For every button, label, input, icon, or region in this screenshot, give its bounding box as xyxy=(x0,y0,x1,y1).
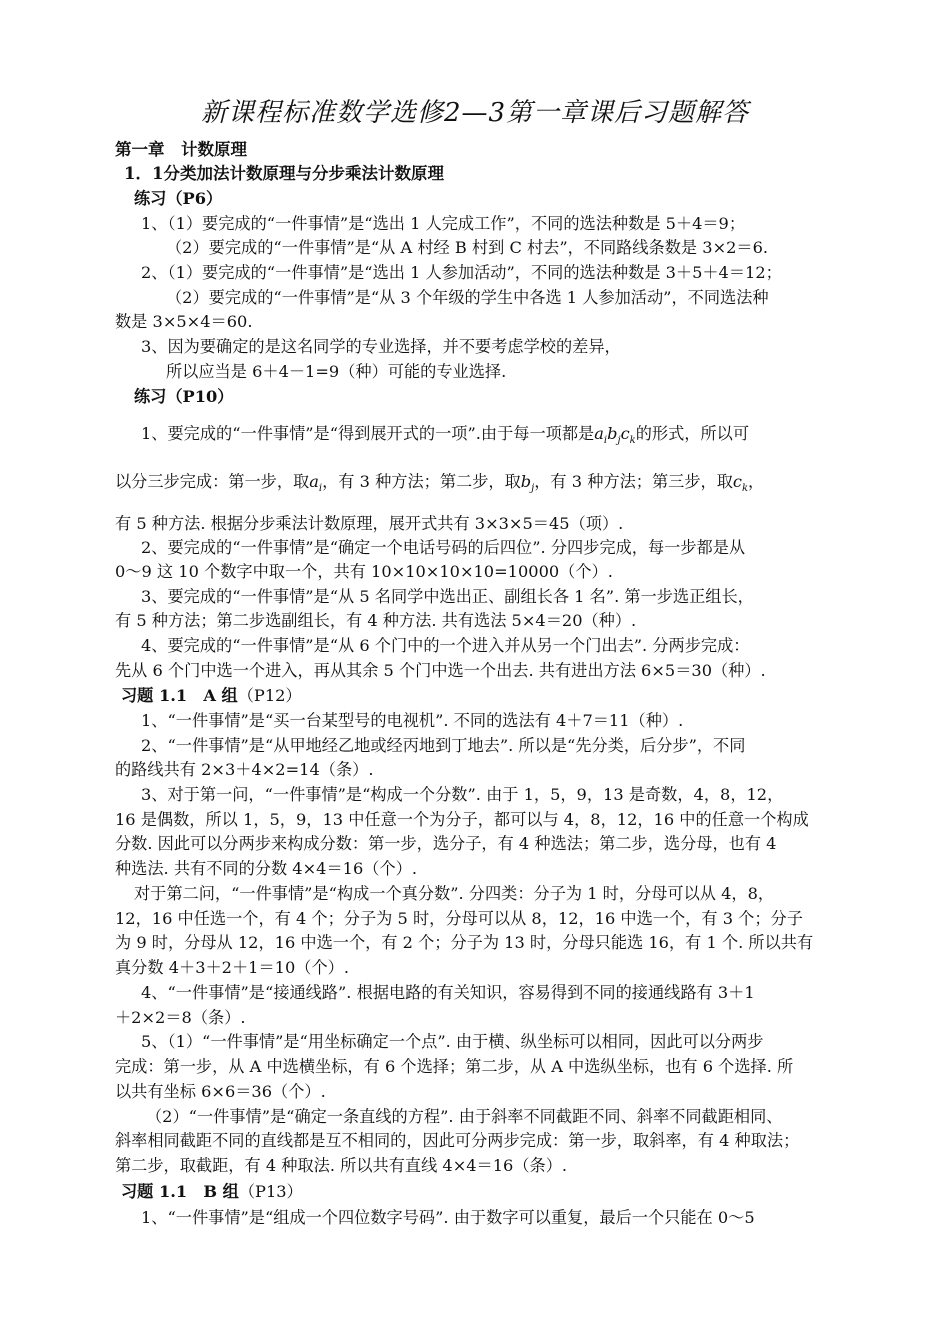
exercise-header-p6: 练习（P6） xyxy=(134,189,223,208)
document-title: 新课程标准数学选修2—3第一章课后习题解答 xyxy=(200,98,750,128)
hwa-line-4: 3、对于第一问，“一件事情”是“构成一个分数”. 由于 1，5，9，13 是奇数，4，8，12， xyxy=(141,785,784,804)
hwa-line-10: 为 9 时，分母从 12，16 中选一个，有 2 个；分子为 13 时，分母只能选 16，有 1 个. 所以共有 xyxy=(115,933,814,952)
hwa-line-13: ＋2×2＝8（条）. xyxy=(115,1008,246,1027)
ex2-line-5: 0～9 这 10 个数字中取一个，共有 10×10×10×10=10000（个）. xyxy=(115,562,613,581)
ex2-line-6: 3、要完成的“一件事情”是“从 5 名同学中选出正、副组长各 1 名”. 第一步选正组长， xyxy=(141,587,754,606)
ex2-line-1 xyxy=(141,423,749,448)
exercise-header-p10: 练习（P10） xyxy=(134,387,234,406)
term-b-j: $b_j$ xyxy=(520,472,535,494)
hwb-line-1: 1、“一件事情”是“组成一个四位数字号码”. 由于数字可以重复，最后一个只能在 0～5 xyxy=(141,1208,755,1227)
hwa-line-2: 2、“一件事情”是“从甲地经乙地或经丙地到丁地去”. 所以是“先分类，后分步”，不同 xyxy=(141,736,746,755)
ex1-line-3: 2、（1）要完成的“一件事情”是“选出 1 人参加活动”，不同的选法种数是 3＋5＋4＝12； xyxy=(141,263,782,282)
hwa-line-8: 对于第二问，“一件事情”是“构成一个真分数”. 分四类：分子为 1 时，分母可以从 4，8， xyxy=(134,884,775,903)
hwa-line-15: 完成：第一步，从 A 中选横坐标，有 6 个选择；第二步，从 A 中选纵坐标，也有 6 个选择. 所 xyxy=(115,1057,794,1076)
ex1-line-6: 3、因为要确定的是这名同学的专业选择，并不要考虑学校的差异， xyxy=(141,337,621,356)
ex2-line-3: 有 5 种方法. 根据分步乘法计数原理，展开式共有 3×3×5＝45（项）. xyxy=(115,514,624,533)
ex1-line-5: 数是 3×5×4＝60. xyxy=(115,312,253,331)
hwa-line-5: 16 是偶数，所以 1，5，9，13 中任意一个为分子，都可以与 4，8，12，16 中的任意一个构成 xyxy=(115,810,809,829)
ex2-line-2: 以分三步完成：第一步，取$a_i$，有 3 种方法；第二步，取$b_j$，有 3 种方法；第三步，取$c_k$， xyxy=(115,472,765,494)
homework-b-header: 习题 1.1 B 组（P13） xyxy=(121,1182,303,1201)
ex1-line-1: 1、（1）要完成的“一件事情”是“选出 1 人完成工作”，不同的选法种数是 5＋4＝9； xyxy=(141,214,746,233)
ex1-line-7: 所以应当是 6＋4－1=9（种）可能的专业选择. xyxy=(166,362,507,381)
hwa-line-9: 12，16 中任选一个，有 4 个；分子为 5 时，分母可以从 8，12，16 中选一个，有 3 个；分子 xyxy=(115,909,803,928)
hwa-line-7: 种选法. 共有不同的分数 4×4＝16（个）. xyxy=(115,859,417,878)
section-heading: 1．1分类加法计数原理与分步乘法计数原理 xyxy=(124,164,444,183)
ex1-line-2: （2）要完成的“一件事情”是“从 A 村经 B 村到 C 村去”，不同路线条数是 3×2＝6. xyxy=(166,238,769,257)
ex2-line-1-text-a: 1、要完成的“一件事情”是“得到展开式的一项”.由于每一项都是 xyxy=(141,424,595,443)
hwa-line-12: 4、“一件事情”是“接通线路”. 根据电路的有关知识，容易得到不同的接通线路有 3＋1 xyxy=(141,983,755,1002)
homework-a-header: 习题 1.1 A 组（P12） xyxy=(121,686,302,705)
ex2-line-1-text-b: 的形式，所以可 xyxy=(635,424,750,443)
hwa-line-3: 的路线共有 2×3＋4×2=14（条）. xyxy=(115,760,374,779)
term-a-i: $a_i$ xyxy=(309,472,323,494)
ex2-line-8: 4、要完成的“一件事情”是“从 6 个门中的一个进入并从另一个门出去”. 分两步完成： xyxy=(141,636,750,655)
hwa-line-1: 1、“一件事情”是“买一台某型号的电视机”. 不同的选法有 4＋7＝11（种）. xyxy=(141,711,684,730)
term-c-k: $c_k$ xyxy=(732,472,749,494)
hwa-line-18: 斜率相同截距不同的直线都是互不相同的，因此可分两步完成：第一步，取斜率，有 4 种取法； xyxy=(115,1131,800,1150)
hwa-line-19: 第二步，取截距，有 4 种取法. 所以共有直线 4×4＝16（条）. xyxy=(115,1156,568,1175)
chapter-heading: 第一章 计数原理 xyxy=(115,140,247,159)
hwa-line-11: 真分数 4＋3＋2＋1＝10（个）. xyxy=(115,958,349,977)
ex2-line-4: 2、要完成的“一件事情”是“确定一个电话号码的后四位”. 分四步完成，每一步都是从 xyxy=(141,538,746,557)
ex1-line-4: （2）要完成的“一件事情”是“从 3 个年级的学生中各选 1 人参加活动”，不同选法种 xyxy=(166,288,769,307)
expansion-term: $a_ib_jc_k$ xyxy=(594,424,636,446)
hwa-line-17: （2）“一件事情”是“确定一条直线的方程”. 由于斜率不同截距不同、斜率不同截距相同、 xyxy=(146,1107,783,1126)
hwa-line-16: 以共有坐标 6×6＝36（个）. xyxy=(115,1082,326,1101)
ex2-line-9: 先从 6 个门中选一个进入，再从其余 5 个门中选一个出去. 共有进出方法 6×5＝30（种）. xyxy=(115,661,766,680)
ex2-line-7: 有 5 种方法；第二步选副组长，有 4 种方法. 共有选法 5×4＝20（种）. xyxy=(115,611,637,630)
hwa-line-14: 5、（1）“一件事情”是“用坐标确定一个点”. 由于横、纵坐标可以相同，因此可以分两步 xyxy=(141,1032,764,1051)
hwa-line-6: 分数. 因此可以分两步来构成分数：第一步，选分子，有 4 种选法；第二步，选分母，也有 4 xyxy=(115,834,777,853)
